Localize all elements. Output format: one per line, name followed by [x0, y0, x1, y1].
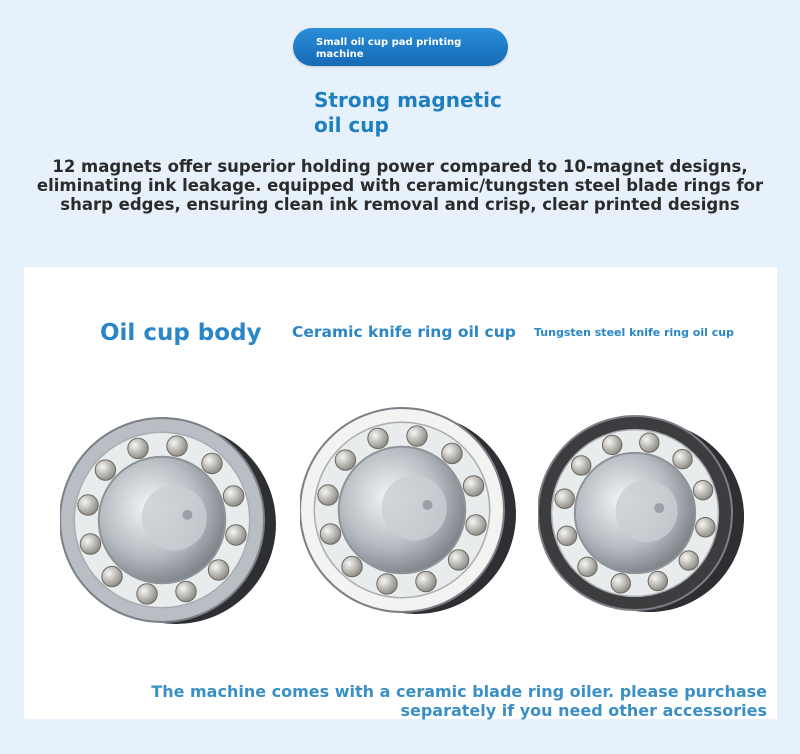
magnet — [673, 450, 692, 469]
tungsten-ring-oil-cup-image — [538, 408, 748, 618]
magnet — [442, 443, 462, 463]
magnet — [335, 450, 355, 470]
magnet — [648, 571, 667, 590]
magnet — [208, 560, 228, 580]
oil-cup-body-image — [60, 405, 280, 635]
magnet — [223, 486, 243, 506]
product-label-tungsten-ring: Tungsten steel knife ring oil cup — [534, 326, 734, 339]
product-label-ceramic-ring: Ceramic knife ring oil cup — [292, 323, 516, 341]
magnet — [578, 557, 597, 576]
magnet — [78, 495, 98, 515]
magnet — [696, 518, 715, 537]
magnet — [377, 574, 397, 594]
magnet — [368, 428, 388, 448]
ceramic-ring-oil-cup-image — [300, 400, 520, 620]
magnet — [611, 574, 630, 593]
magnet — [463, 476, 483, 496]
magnet — [679, 551, 698, 570]
magnet — [137, 584, 157, 604]
magnet — [102, 566, 122, 586]
magnet — [128, 438, 148, 458]
feature-description: 12 magnets offer superior holding power compared to 10-magnet designs, eliminating ink leakage. equipped with ceramic/tungsten steel blade rings for sharp edges, ensuring clean ink removal and crisp, clear printed designs — [36, 157, 764, 214]
magnet — [318, 485, 338, 505]
magnet — [80, 534, 100, 554]
magnet — [416, 571, 436, 591]
magnet — [407, 426, 427, 446]
product-category-badge: Small oil cup pad printing machine — [293, 28, 508, 66]
magnet — [448, 550, 468, 570]
magnet — [572, 456, 591, 475]
magnet — [320, 524, 340, 544]
magnet — [167, 436, 187, 456]
magnet — [602, 435, 621, 454]
magnet — [640, 433, 659, 452]
magnet — [226, 525, 246, 545]
magnet — [557, 526, 576, 545]
magnet — [466, 515, 486, 535]
magnet — [693, 480, 712, 499]
magnet — [202, 453, 222, 473]
magnet — [555, 489, 574, 508]
footer-note: The machine comes with a ceramic blade ring oiler. please purchase separately if you need other accessories — [151, 682, 767, 720]
magnet — [342, 556, 362, 576]
magnet — [176, 581, 196, 601]
product-label-oil-cup-body: Oil cup body — [100, 320, 262, 346]
magnet — [95, 460, 115, 480]
page-title: Strong magnetic oil cup — [314, 88, 502, 137]
